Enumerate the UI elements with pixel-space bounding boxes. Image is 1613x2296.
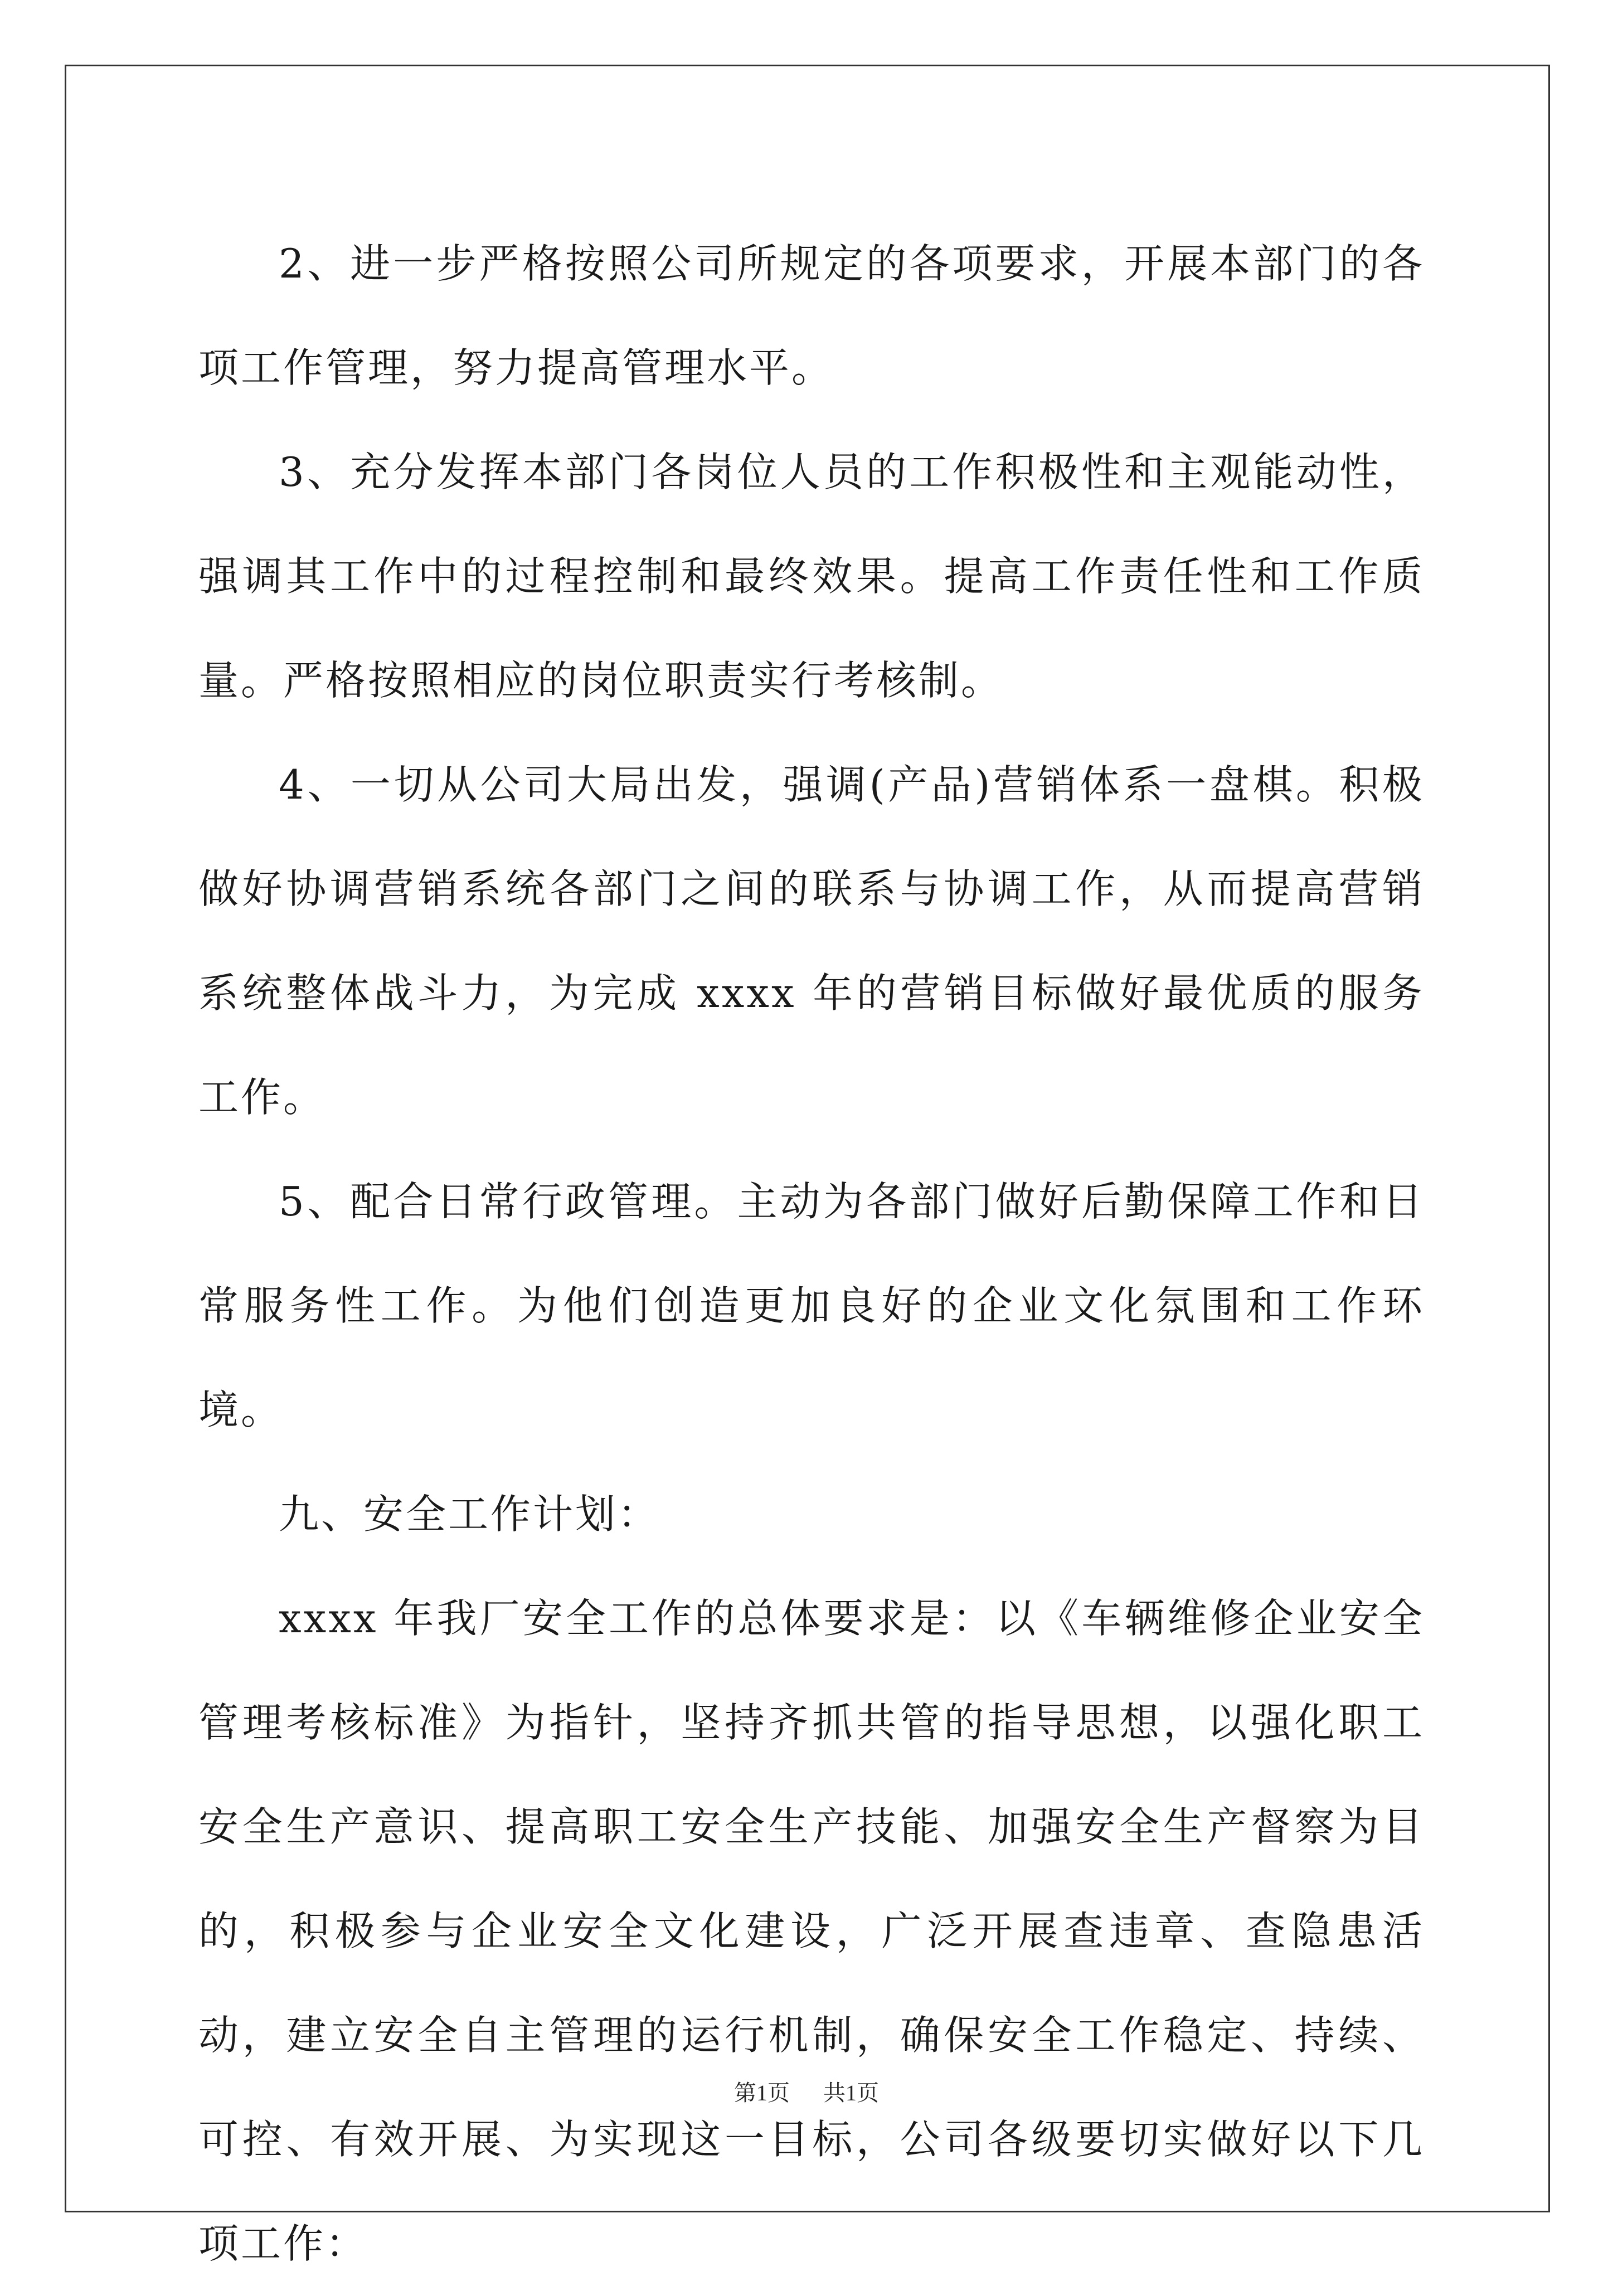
paragraph-item-2: 2、进一步严格按照公司所规定的各项要求，开展本部门的各项工作管理，努力提高管理水平。 bbox=[198, 240, 1425, 391]
paragraph-safety-requirements: xxxx 年我厂安全工作的总体要求是：以《车辆维修企业安全管理考核标准》为指针，坚持齐抓共管的指导思想，以强化职工安全生产意识、提高职工安全生产技能、加强安全生产督察为目的，积极参与企业安全文化建设，广泛开展查违章、查隐患活动，建立安全自主管理的运行机制，确保安全工作稳定、持续、可控、有效开展、为实现这一目标，公司各级要切实做好以下几项工作： bbox=[198, 1595, 1425, 2267]
document-body bbox=[198, 212, 1425, 2296]
page-footer bbox=[0, 2075, 1613, 2107]
section-heading-safety-plan: 九、安全工作计划： bbox=[279, 1491, 660, 1538]
paragraph-item-5: 5、配合日常行政管理。主动为各部门做好后勤保障工作和日常服务性工作。为他们创造更加良好的企业文化氛围和工作环境。 bbox=[198, 1178, 1425, 1433]
paragraph-item-3: 3、充分发挥本部门各岗位人员的工作积极性和主观能动性，强调其工作中的过程控制和最终效果。提高工作责任性和工作质量。严格按照相应的岗位职责实行考核制。 bbox=[198, 449, 1425, 704]
page-total: 共1页 bbox=[823, 2080, 879, 2105]
paragraph-item-4: 4、一切从公司大局出发，强调(产品)营销体系一盘棋。积极做好协调营销系统各部门之间的联系与协调工作，从而提高营销系统整体战斗力，为完成 xxxx 年的营销目标做好最优质的服务工作。 bbox=[198, 761, 1425, 1121]
page-number: 第1页 bbox=[734, 2080, 790, 2105]
